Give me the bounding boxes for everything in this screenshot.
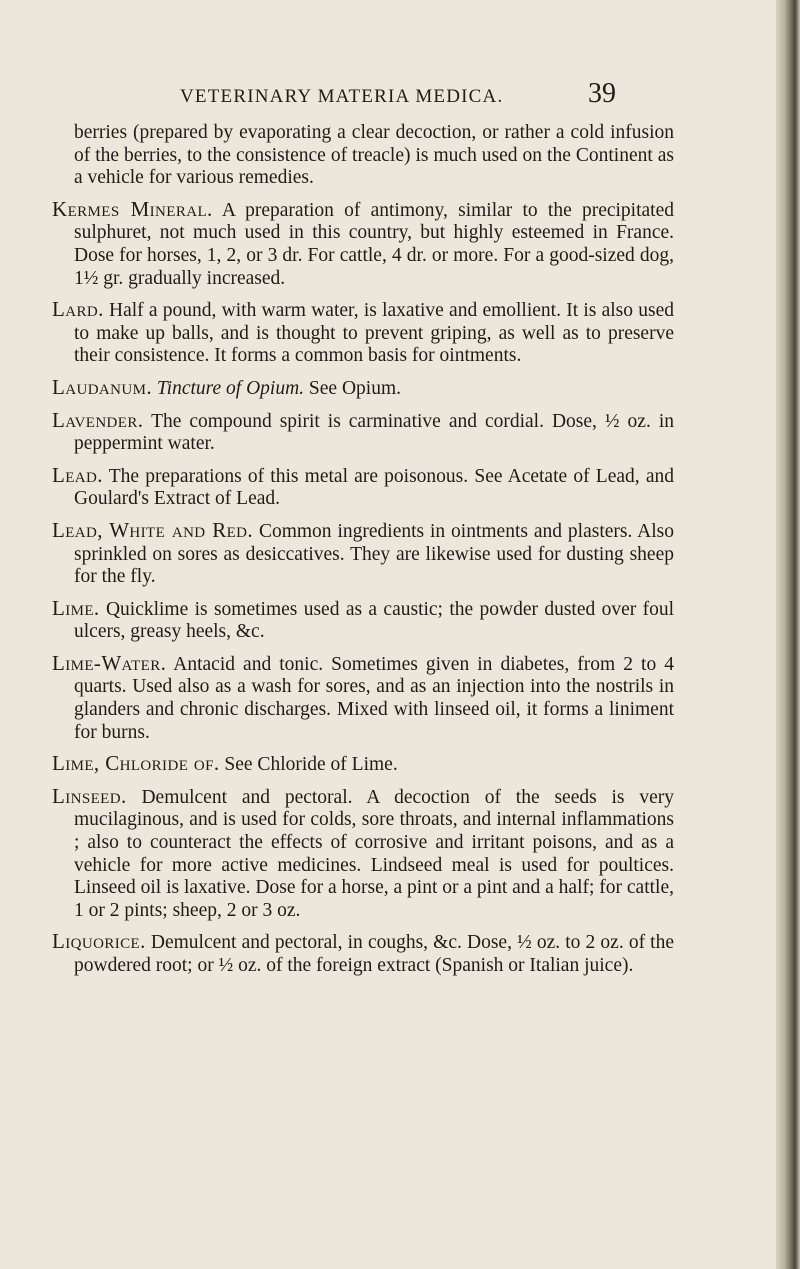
entry-headword: Kermes Mineral.	[52, 196, 213, 221]
entry-kermes-mineral	[52, 198, 674, 290]
entry-headword: Lime-Water.	[52, 650, 167, 675]
entry-lead-white-red	[52, 519, 674, 589]
entry-headword: Linseed.	[52, 783, 127, 808]
entry-text: Common ingredients in ointments and plasters. Also sprinkled on sores as desiccatives. They are likewise used for dusting sheep for the fly.	[74, 520, 675, 588]
entry-lime-chloride	[52, 752, 674, 777]
entry-headword: Liquorice.	[52, 929, 146, 954]
running-head	[0, 78, 776, 112]
entry-liquorice	[52, 930, 674, 977]
entry-headword: Lime, Chloride of.	[52, 751, 220, 776]
entry-lard	[52, 298, 674, 368]
entry-lavender	[52, 409, 674, 456]
book-gutter	[776, 0, 800, 1269]
entry-lime	[52, 597, 674, 644]
entry-linseed	[52, 785, 674, 923]
entry-text: Quicklime is sometimes used as a caustic; the powder dusted over foul ulcers, greasy heels, &c.	[74, 598, 675, 643]
entry-headword: Lard.	[52, 297, 104, 322]
entry-lime-water	[52, 652, 674, 744]
entry-headword: Lead, White and Red.	[52, 517, 254, 542]
running-title: VETERINARY MATERIA MEDICA.	[180, 86, 504, 107]
entry-laudanum	[52, 376, 674, 401]
entry-headword: Lead.	[52, 462, 103, 487]
entry-lead	[52, 464, 674, 511]
entry-text: Antacid and tonic. Sometimes given in diabetes, from 2 to 4 quarts. Used also as a wash for sores, and as an injection into the nostrils in glanders and chronic discharges. Mixed with linseed oil, it forms a liniment for burns.	[74, 653, 674, 743]
entry-headword: Lavender.	[52, 407, 144, 432]
entry-headword: Laudanum.	[52, 374, 153, 399]
continuation-paragraph: berries (prepared by evaporating a clear decoction, or rather a cold infusion of the berries, to the consistence of treacle) is much used on the Continent as a vehicle for various remedies.	[74, 122, 674, 189]
entry-text: The preparations of this metal are poisonous. See Acetate of Lead, and Goulard's Extract of Lead.	[74, 465, 675, 510]
entry-text: The compound spirit is carminative and cordial. Dose, ½ oz. in peppermint water.	[74, 410, 674, 455]
page-body	[52, 122, 674, 986]
entry-text: A preparation of antimony, similar to the precipitated sulphuret, not much used in this country, but highly esteemed in France. Dose for horses, 1, 2, or 3 dr. For cattle, 4 dr. or more. For a good-sized dog, 1½ gr. gradually increased.	[74, 199, 674, 289]
page-number: 39	[588, 78, 616, 109]
entry-text: See Opium.	[308, 377, 401, 399]
entry-text: See Chloride of Lime.	[224, 754, 398, 776]
entry-italic-text: Tincture of Opium.	[156, 377, 305, 399]
entry-headword: Lime.	[52, 595, 100, 620]
entry-text: Demulcent and pectoral, in coughs, &c. Dose, ½ oz. to 2 oz. of the powdered root; or ½ oz. of the foreign extract (Spanish or Italian juice).	[74, 932, 675, 976]
entry-text: Half a pound, with warm water, is laxative and emollient. It is also used to make up balls, and is thought to prevent griping, as well as to preserve their consistence. It forms a common basis for ointments.	[74, 300, 675, 367]
entry-text: Demulcent and pectoral. A decoction of the seeds is very mucilaginous, and is used for colds, sore throats, and internal inflammations ; also to counteract the effects of corrosive and irritant poisons, and as a vehicle for more active medicines. Lindseed meal is used for poultices. Linseed oil is laxative. Dose for a horse, a pint or a pint and a half; for cattle, 1 or 2 pints; sheep, 2 or 3 oz.	[74, 786, 674, 921]
